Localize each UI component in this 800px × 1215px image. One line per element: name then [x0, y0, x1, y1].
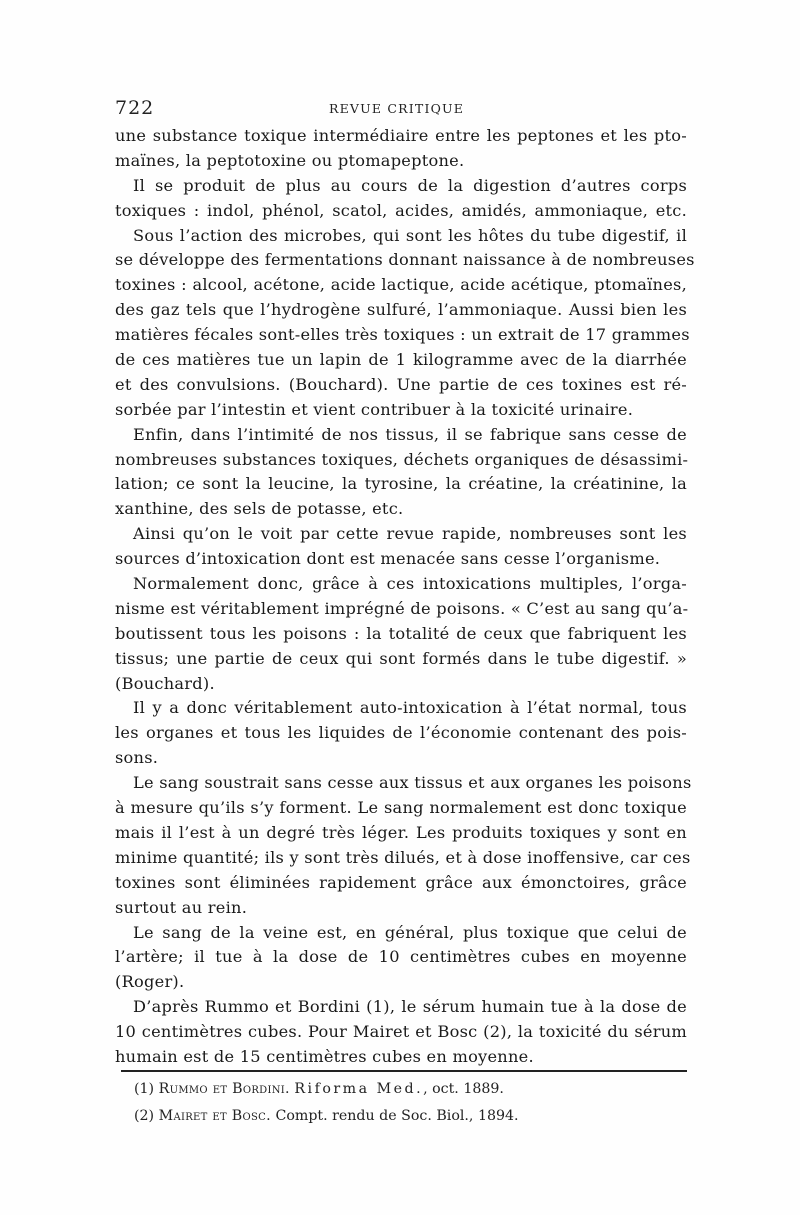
text-line: sons.: [115, 748, 159, 768]
text-line: maïnes, la peptotoxine ou ptomapeptone.: [115, 150, 465, 170]
text-line: tissus; une partie de ceux qui sont formés dans le tube digestif. »: [115, 648, 687, 668]
text-line: Normalement donc, grâce à ces intoxications multiples, l’orga-: [133, 574, 687, 594]
text-line: toxines : alcool, acétone, acide lactique, acide acétique, ptomaïnes,: [115, 275, 687, 295]
paragraph: [115, 995, 687, 1070]
text-line: (Bouchard).: [115, 673, 215, 693]
text-line: lation; ce sont la leucine, la tyrosine, la créatine, la créatinine, la: [115, 474, 687, 494]
footnotes: [134, 1076, 694, 1130]
footnote: [134, 1076, 694, 1103]
footnote-authors: Mairet et Bosc.: [158, 1108, 271, 1124]
text-line: sources d’intoxication dont est menacée sans cesse l’organisme.: [115, 549, 661, 569]
text-line: Il y a donc véritablement auto-intoxication à l’état normal, tous: [133, 698, 687, 718]
footnote-reference: , oct. 1889.: [423, 1081, 504, 1097]
text-line: et des convulsions. (Bouchard). Une partie de ces toxines est ré-: [115, 374, 687, 394]
footnote-divider: [121, 1070, 687, 1072]
paragraph: [115, 423, 687, 523]
paragraph: [115, 771, 692, 920]
text-line: Le sang de la veine est, en général, plus toxique que celui de: [133, 922, 687, 942]
text-line: l’artère; il tue à la dose de 10 centimètres cubes en moyenne: [115, 947, 687, 967]
text-line: se développe des fermentations donnant naissance à de nombreuses: [115, 250, 695, 270]
text-line: minime quantité; ils y sont très dilués, et à dose inoffensive, car ces: [115, 847, 691, 867]
text-line: des gaz tels que l’hydrogène sulfuré, l’ammoniaque. Aussi bien les: [115, 300, 687, 320]
text-line: humain est de 15 centimètres cubes en moyenne.: [115, 1046, 534, 1066]
text-line: 10 centimètres cubes. Pour Mairet et Bosc (2), la toxicité du sérum: [115, 1022, 687, 1042]
text-line: une substance toxique intermédiaire entre les peptones et les pto-: [115, 126, 687, 145]
text-line: à mesure qu’ils s’y forment. Le sang normalement est donc toxique: [115, 798, 687, 818]
text-line: Ainsi qu’on le voit par cette revue rapide, nombreuses sont les: [133, 524, 687, 544]
page-number: 722: [115, 97, 155, 119]
text-line: toxiques : indol, phénol, scatol, acides, amidés, ammoniaque, etc.: [115, 200, 687, 220]
text-line: Sous l’action des microbes, qui sont les hôtes du tube digestif, il: [133, 225, 687, 245]
paragraph: [115, 224, 695, 423]
running-head: REVUE CRITIQUE: [329, 101, 465, 116]
footnote-marker: (2): [134, 1108, 155, 1124]
paragraph: [115, 522, 687, 572]
text-line: nombreuses substances toxiques, déchets organiques de désassimi-: [115, 449, 689, 469]
body-text: [115, 124, 695, 1070]
footnote-marker: (1): [134, 1081, 155, 1097]
text-line: les organes et tous les liquides de l’économie contenant des pois-: [115, 723, 687, 743]
paragraph: [115, 174, 687, 224]
text-line: Il se produit de plus au cours de la digestion d’autres corps: [133, 175, 687, 195]
text-line: boutissent tous les poisons : la totalité de ceux que fabriquent les: [115, 623, 687, 643]
text-line: surtout au rein.: [115, 897, 248, 917]
footnote-journal: Riforma Med.: [294, 1081, 424, 1097]
footnote-authors: Rummo et Bordini.: [158, 1081, 290, 1097]
footnote: [134, 1103, 694, 1130]
text-line: nisme est véritablement imprégné de poisons. « C’est au sang qu’a-: [115, 598, 689, 618]
text-line: de ces matières tue un lapin de 1 kilogramme avec de la diarrhée: [115, 350, 687, 370]
paragraph: [115, 572, 687, 696]
page-header: [115, 97, 687, 121]
text-line: toxines sont éliminées rapidement grâce aux émonctoires, grâce: [115, 872, 687, 892]
text-line: D’après Rummo et Bordini (1), le sérum humain tue à la dose de: [133, 997, 687, 1017]
text-line: xanthine, des sels de potasse, etc.: [115, 499, 404, 519]
text-line: Enfin, dans l’intimité de nos tissus, il se fabrique sans cesse de: [133, 424, 687, 444]
text-line: Le sang soustrait sans cesse aux tissus et aux organes les poisons: [133, 773, 692, 793]
paragraph: [115, 696, 687, 771]
paragraph: [115, 921, 687, 996]
text-line: mais il l’est à un degré très léger. Les produits toxiques y sont en: [115, 822, 687, 842]
text-line: matières fécales sont-elles très toxiques : un extrait de 17 grammes: [115, 325, 690, 345]
text-line: (Roger).: [115, 972, 185, 992]
text-line: sorbée par l’intestin et vient contribuer à la toxicité urinaire.: [115, 399, 634, 419]
footnote-reference: Compt. rendu de Soc. Biol., 1894.: [275, 1108, 519, 1124]
paragraph: [115, 124, 687, 174]
